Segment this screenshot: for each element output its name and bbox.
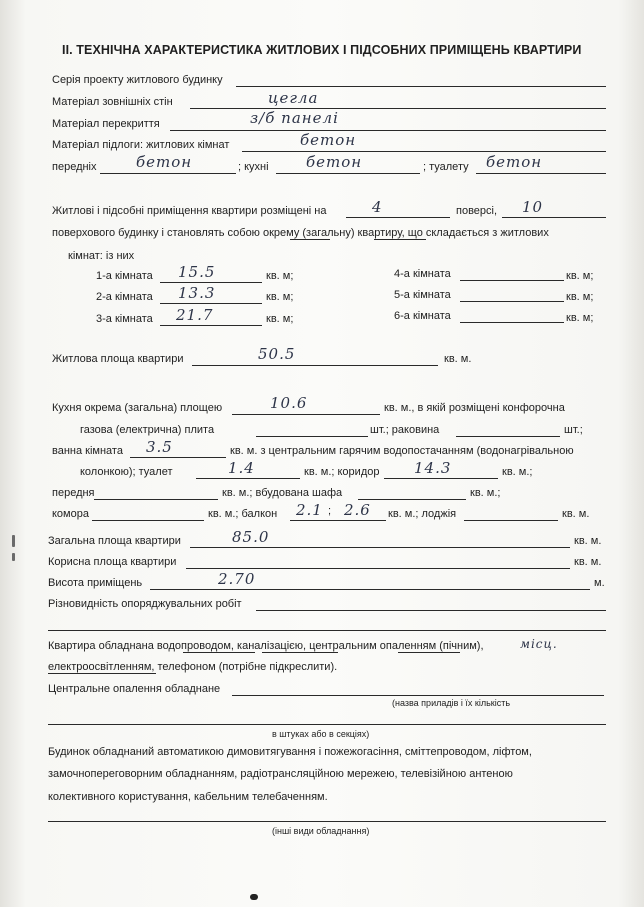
- living-area-line: [192, 365, 438, 366]
- toilet-label: колонкою); туалет: [80, 466, 173, 478]
- hall-line: [100, 173, 236, 174]
- room2-unit: кв. м;: [266, 291, 294, 303]
- useful-area-line: [186, 568, 570, 569]
- devices-line-2: [48, 724, 606, 725]
- sections-note: в штуках або в секціях): [272, 729, 370, 739]
- wardrobe-label: кв. м.; вбудована шафа: [222, 487, 343, 499]
- punch-mark-2: [12, 553, 15, 561]
- pcs-text: шт.;: [564, 424, 583, 436]
- floor-word: поверсі,: [456, 205, 498, 217]
- floor-rooms-value: бетон: [300, 131, 357, 149]
- room6-line: [460, 322, 564, 323]
- room5-line: [460, 301, 564, 302]
- building-line-text: поверхового будинку і становлять собою окрему (загальну) квартиру, що складається з житлових: [52, 227, 549, 239]
- staple-mark: [250, 894, 258, 900]
- rooms-line-text: кімнат: із них: [68, 250, 135, 262]
- corridor-value: 14.3: [414, 459, 452, 477]
- building-text-1: Будинок обладнаний автоматикою димовитягування і пожежогасіння, сміттепроводом, ліфтом,: [48, 746, 532, 758]
- room3-value: 21.7: [176, 306, 214, 324]
- central-heating-line: [232, 695, 604, 696]
- finishing-line: [256, 610, 606, 611]
- stove-type-label: газова (електрична) плита: [80, 424, 215, 436]
- height-label: Висота приміщень: [48, 577, 143, 589]
- bathroom-label: ванна кімната: [52, 445, 123, 457]
- room6-label: 6-а кімната: [394, 310, 451, 322]
- equipped-extra-value: місц.: [520, 637, 558, 651]
- room6-unit: кв. м;: [566, 312, 594, 324]
- kitchen-area-value: 10.6: [270, 394, 308, 412]
- hot-water-text: кв. м. з центральним гарячим водопостачанням (водонагрівальною: [230, 445, 574, 457]
- balcony-separator: ;: [328, 505, 332, 517]
- floor-hall-value: бетон: [136, 153, 193, 171]
- total-area-unit: кв. м.: [574, 535, 602, 547]
- living-area-value: 50.5: [258, 345, 296, 363]
- room3-unit: кв. м;: [266, 313, 294, 325]
- useful-area-unit: кв. м.: [574, 556, 602, 568]
- balcony-value-a: 2.1: [296, 501, 323, 519]
- wardrobe-line: [358, 499, 466, 500]
- room1-label: 1-а кімната: [96, 270, 153, 282]
- storey-value: 4: [372, 198, 383, 216]
- useful-area-label: Корисна площа квартири: [48, 556, 177, 568]
- underline-apartment: [374, 239, 426, 240]
- underline-electric: [48, 673, 156, 674]
- room1-unit: кв. м;: [266, 270, 294, 282]
- sink-line: [456, 436, 560, 437]
- building-text-3: колективного користування, кабельним телебаченням.: [48, 791, 328, 803]
- punch-mark-1: [12, 535, 15, 547]
- walls-value: цегла: [268, 89, 319, 107]
- room4-unit: кв. м;: [566, 270, 594, 282]
- height-value: 2.70: [218, 570, 256, 588]
- devices-note: (назва приладів і їх кількість: [392, 698, 511, 708]
- wardrobe-unit: кв. м.;: [470, 487, 501, 499]
- toilet-line: [196, 478, 300, 479]
- total-area-value: 85.0: [232, 528, 270, 546]
- corridor-line: [384, 478, 498, 479]
- storage-line: [92, 520, 204, 521]
- front-line: [94, 499, 218, 500]
- floor-toilet-value: бетон: [486, 153, 543, 171]
- room4-line: [460, 280, 564, 281]
- kitchen-floor-line: [276, 173, 420, 174]
- loggia-line: [464, 520, 558, 521]
- toilet-floor-label: ; туалету: [423, 161, 469, 173]
- hall-label: передніх: [52, 161, 97, 173]
- room2-line: [160, 303, 262, 304]
- room3-label: 3-а кімната: [96, 313, 153, 325]
- loggia-label: кв. м.; лоджія: [388, 508, 457, 520]
- corridor-unit: кв. м.;: [502, 466, 533, 478]
- pcs-sink-text: шт.; раковина: [370, 424, 440, 436]
- room2-value: 13.3: [178, 284, 216, 302]
- kitchen-area-label: Кухня окрема (загальна) площею: [52, 402, 223, 414]
- location-label: Житлові і підсобні приміщення квартири розміщені на: [52, 205, 327, 217]
- building-text-2: замочнопереговорним обладнанням, радіотрансляційною мережею, телевізійною антеною: [48, 768, 513, 780]
- equipped-text-2: електроосвітленням, телефоном (потрібне підкреслити).: [48, 661, 338, 673]
- kitchen-stove-text: кв. м., в якій розміщені конфорочна: [384, 402, 565, 414]
- loggia-unit: кв. м.: [562, 508, 590, 520]
- room5-label: 5-а кімната: [394, 289, 451, 301]
- central-heating-label: Центральне опалення обладнане: [48, 683, 221, 695]
- bathroom-value: 3.5: [146, 438, 173, 456]
- storey-line: [346, 217, 450, 218]
- corridor-label: кв. м.; коридор: [304, 466, 380, 478]
- other-note: (інші види обладнання): [272, 826, 370, 836]
- other-line: [48, 821, 606, 822]
- room3-line: [160, 325, 262, 326]
- page-title: II. ТЕХНІЧНА ХАРАКТЕРИСТИКА ЖИТЛОВИХ І ПІДСОБНИХ ПРИМІЩЕНЬ КВАРТИРИ: [62, 43, 582, 57]
- front-label: передня: [52, 487, 95, 499]
- kitchen-floor-label: ; кухні: [238, 161, 269, 173]
- bathroom-line: [130, 457, 226, 458]
- floor-line: [242, 151, 606, 152]
- series-line: [236, 86, 606, 87]
- height-unit: м.: [594, 577, 605, 589]
- walls-label: Матеріал зовнішніх стін: [52, 96, 173, 108]
- ceiling-label: Матеріал перекриття: [52, 118, 160, 130]
- finishing-label: Різновидність опоряджувальних робіт: [48, 598, 242, 610]
- underline-heating: [398, 652, 460, 653]
- floor-kitchen-value: бетон: [306, 153, 363, 171]
- toilet-floor-line: [476, 173, 606, 174]
- storage-label: комора: [52, 508, 89, 520]
- room5-unit: кв. м;: [566, 291, 594, 303]
- height-line: [150, 589, 590, 590]
- storeys-total-line: [502, 217, 606, 218]
- storeys-total-value: 10: [522, 198, 544, 216]
- living-area-label: Житлова площа квартири: [52, 353, 184, 365]
- ceiling-value: з/б панелі: [250, 109, 339, 127]
- equipped-text: Квартира обладнана водопроводом, каналізацією, центральним опаленням (пічним),: [48, 640, 484, 652]
- balcony-value-b: 2.6: [344, 501, 371, 519]
- room2-label: 2-а кімната: [96, 291, 153, 303]
- total-area-line: [190, 547, 570, 548]
- underline-separate: [290, 239, 330, 240]
- stove-line: [256, 436, 368, 437]
- underline-water: [183, 652, 255, 653]
- underline-sewage: [262, 652, 338, 653]
- total-area-label: Загальна площа квартири: [48, 535, 181, 547]
- series-label: Серія проекту житлового будинку: [52, 74, 223, 86]
- balcony-line: [290, 520, 386, 521]
- finishing-line-2: [48, 630, 606, 631]
- kitchen-area-line: [232, 414, 380, 415]
- room1-value: 15.5: [178, 263, 216, 281]
- room1-line: [160, 282, 262, 283]
- toilet-value: 1.4: [228, 459, 255, 477]
- living-area-unit: кв. м.: [444, 353, 472, 365]
- room4-label: 4-а кімната: [394, 268, 451, 280]
- ceiling-line: [170, 130, 606, 131]
- balcony-label: кв. м.; балкон: [208, 508, 278, 520]
- floor-label: Матеріал підлоги: житлових кімнат: [52, 139, 230, 151]
